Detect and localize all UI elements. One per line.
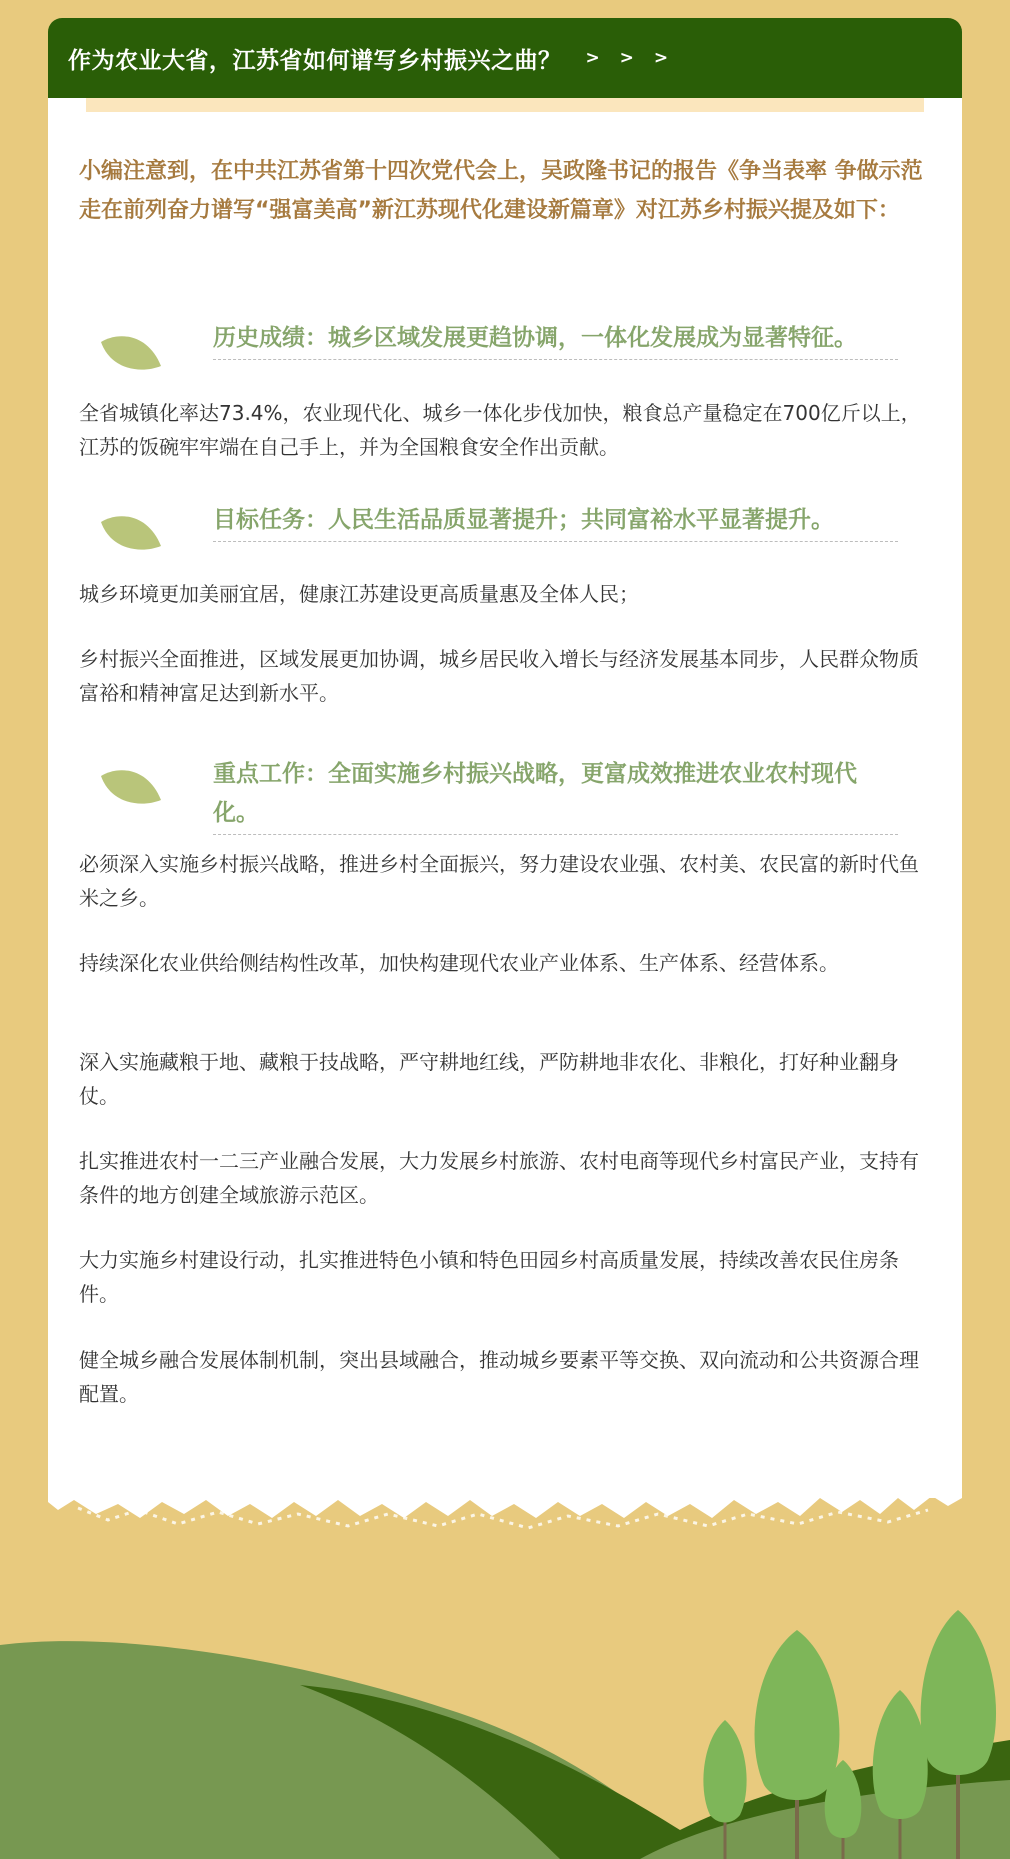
paragraph: 城乡环境更加美丽宜居，健康江苏建设更高质量惠及全体人民； [79, 582, 639, 606]
torn-paper-edge [48, 1468, 962, 1538]
paragraph: 必须深入实施乡村振兴战略，推进乡村全面振兴，努力建设农业强、农村美、农民富的新时代鱼米之乡。 [79, 852, 919, 910]
paragraph: 全省城镇化率达73.4%，农业现代化、城乡一体化步伐加快，粮食总产量稳定在700亿斤以上，江苏的饭碗牢牢端在自己手上，并为全国粮食安全作出贡献。 [79, 401, 921, 459]
leaf-icon [99, 510, 165, 554]
intro-text: 小编注意到，在中共江苏省第十四次党代会上，吴政隆书记的报告《争当表率 争做示范 走在前列奋力谱写“强富美高”新江苏现代化建设新篇章》对江苏乡村振兴提及如下： [79, 159, 923, 223]
landscape-illustration [0, 1590, 1010, 1859]
paragraph: 深入实施藏粮于地、藏粮于技战略，严守耕地红线，严防耕地非农化、非粮化，打好种业翻身仗。 [79, 1050, 899, 1108]
leaf-icon [99, 764, 165, 808]
leaf-icon [99, 330, 165, 374]
paragraph: 健全城乡融合发展体制机制，突出县域融合，推动城乡要素平等交换、双向流动和公共资源合理配置。 [79, 1348, 919, 1406]
section-title-achievements: 历史成绩：城乡区域发展更趋协调，一体化发展成为显著特征。 [213, 319, 898, 360]
paragraph: 持续深化农业供给侧结构性改革，加快构建现代农业产业体系、生产体系、经营体系。 [79, 951, 839, 975]
header-bar [48, 18, 962, 98]
paragraph: 扎实推进农村一二三产业融合发展，大力发展乡村旅游、农村电商等现代乡村富民产业，支持有条件的地方创建全域旅游示范区。 [79, 1149, 919, 1207]
page-title: 作为农业大省，江苏省如何谱写乡村振兴之曲？ [68, 47, 562, 74]
section-title-goals: 目标任务：人民生活品质显著提升；共同富裕水平显著提升。 [213, 501, 898, 542]
paragraph: 大力实施乡村建设行动，扎实推进特色小镇和特色田园乡村高质量发展，持续改善农民住房条件。 [79, 1248, 899, 1306]
header-underline-strip [86, 98, 924, 112]
section-title-key-work: 重点工作：全面实施乡村振兴战略，更富成效推进农业农村现代化。 [213, 755, 898, 835]
paragraph: 乡村振兴全面推进，区域发展更加协调，城乡居民收入增长与经济发展基本同步，人民群众物质富裕和精神富足达到新水平。 [79, 647, 919, 705]
chevron-arrows-icon: > > > [585, 48, 676, 68]
